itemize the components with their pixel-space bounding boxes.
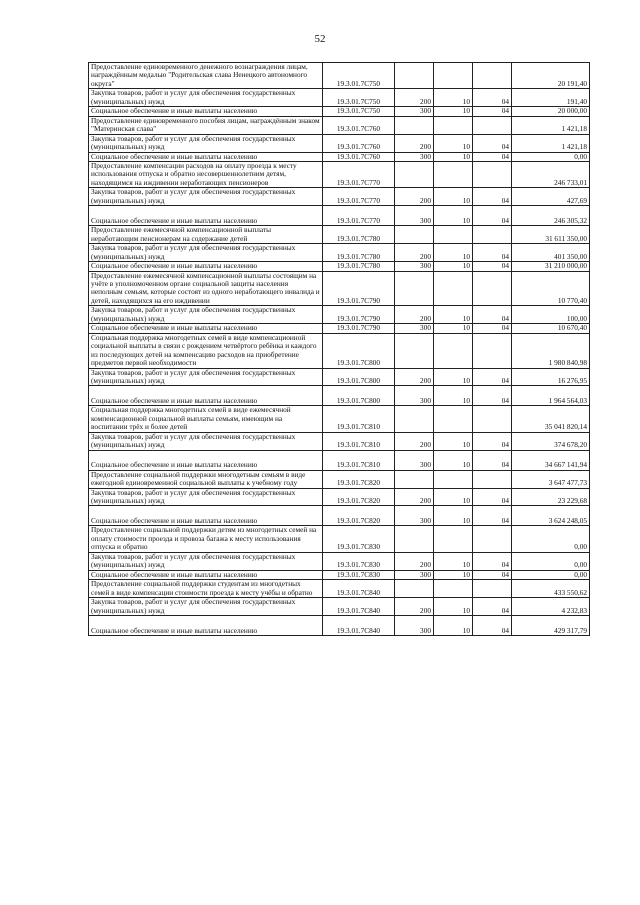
section-cell [434, 333, 473, 368]
amount-cell: 427,69 [512, 188, 590, 206]
target-article-cell: 19.3.01.7С760 [323, 116, 395, 134]
item-name-cell: Предоставление социальной поддержки студентам из многодетных семей в виде компенсации стоимости проезда к месту учёбы и обратно [89, 580, 323, 598]
table-row [89, 271, 590, 306]
subsection-cell [473, 406, 512, 432]
page-number: 52 [314, 33, 326, 45]
section-cell [434, 526, 473, 552]
subsection-cell: 04 [473, 368, 512, 386]
expense-type-cell: 300 [395, 616, 434, 636]
item-name-cell: Социальное обеспечение и иные выплаты населению [89, 107, 323, 116]
amount-cell: 31 611 350,00 [512, 226, 590, 244]
item-name-cell: Социальное обеспечение и иные выплаты населению [89, 324, 323, 333]
section-cell: 10 [434, 306, 473, 324]
section-cell: 10 [434, 598, 473, 616]
table-row [89, 262, 590, 271]
section-cell [434, 161, 473, 187]
table-row [89, 552, 590, 570]
item-name-cell: Социальное обеспечение и иные выплаты населению [89, 206, 323, 226]
section-cell: 10 [434, 450, 473, 470]
expense-type-cell [395, 580, 434, 598]
expense-type-cell: 200 [395, 134, 434, 152]
item-name-cell: Закупка товаров, работ и услуг для обеспечения государственных (муниципальных) нужд [89, 368, 323, 386]
target-article-cell: 19.3.01.7С830 [323, 570, 395, 579]
subsection-cell: 04 [473, 107, 512, 116]
target-article-cell: 19.3.01.7С780 [323, 244, 395, 262]
section-cell: 10 [434, 432, 473, 450]
amount-cell: 31 210 000,00 [512, 262, 590, 271]
table-row [89, 333, 590, 368]
item-name-cell: Закупка товаров, работ и услуг для обеспечения государственных (муниципальных) нужд [89, 89, 323, 107]
item-name-cell: Закупка товаров, работ и услуг для обеспечения государственных (муниципальных) нужд [89, 244, 323, 262]
expense-type-cell: 300 [395, 506, 434, 526]
target-article-cell: 19.3.01.7С820 [323, 488, 395, 506]
expense-type-cell: 200 [395, 552, 434, 570]
subsection-cell: 04 [473, 598, 512, 616]
subsection-cell [473, 580, 512, 598]
amount-cell: 401 350,00 [512, 244, 590, 262]
item-name-cell: Закупка товаров, работ и услуг для обеспечения государственных (муниципальных) нужд [89, 488, 323, 506]
target-article-cell: 19.3.01.7С770 [323, 188, 395, 206]
table-row [89, 432, 590, 450]
amount-cell: 4 232,83 [512, 598, 590, 616]
item-name-cell: Социальное обеспечение и иные выплаты населению [89, 616, 323, 636]
table-row [89, 570, 590, 579]
target-article-cell: 19.3.01.7С770 [323, 161, 395, 187]
target-article-cell: 19.3.01.7С790 [323, 324, 395, 333]
subsection-cell: 04 [473, 506, 512, 526]
table-row [89, 188, 590, 206]
section-cell: 10 [434, 616, 473, 636]
amount-cell: 1 964 564,03 [512, 386, 590, 406]
section-cell [434, 63, 473, 89]
subsection-cell [473, 226, 512, 244]
table-row [89, 526, 590, 552]
section-cell: 10 [434, 262, 473, 271]
expense-type-cell: 200 [395, 188, 434, 206]
item-name-cell: Предоставление компенсации расходов на оплату проезда к месту использования отпуска и обратно несовершеннолетним детям, находящимся на иждивении неработающих пенсионеров [89, 161, 323, 187]
subsection-cell: 04 [473, 432, 512, 450]
subsection-cell [473, 116, 512, 134]
subsection-cell: 04 [473, 134, 512, 152]
target-article-cell: 19.3.01.7С780 [323, 226, 395, 244]
table-row [89, 134, 590, 152]
amount-cell: 374 678,20 [512, 432, 590, 450]
expense-type-cell: 200 [395, 432, 434, 450]
subsection-cell [473, 161, 512, 187]
subsection-cell: 04 [473, 552, 512, 570]
amount-cell: 0,00 [512, 152, 590, 161]
amount-cell: 23 229,68 [512, 488, 590, 506]
item-name-cell: Закупка товаров, работ и услуг для обеспечения государственных (муниципальных) нужд [89, 188, 323, 206]
target-article-cell: 19.3.01.7С820 [323, 470, 395, 488]
amount-cell: 16 276,95 [512, 368, 590, 386]
section-cell [434, 470, 473, 488]
amount-cell: 10 670,40 [512, 324, 590, 333]
section-cell: 10 [434, 107, 473, 116]
subsection-cell: 04 [473, 244, 512, 262]
item-name-cell: Закупка товаров, работ и услуг для обеспечения государственных (муниципальных) нужд [89, 134, 323, 152]
table-row [89, 616, 590, 636]
section-cell: 10 [434, 152, 473, 161]
expense-type-cell [395, 333, 434, 368]
target-article-cell: 19.3.01.7С840 [323, 616, 395, 636]
subsection-cell: 04 [473, 570, 512, 579]
amount-cell: 100,00 [512, 306, 590, 324]
subsection-cell: 04 [473, 89, 512, 107]
table-row [89, 306, 590, 324]
expense-type-cell [395, 470, 434, 488]
table-row [89, 206, 590, 226]
target-article-cell: 19.3.01.7С800 [323, 368, 395, 386]
amount-cell: 10 770,40 [512, 271, 590, 306]
expense-type-cell [395, 526, 434, 552]
amount-cell: 429 317,79 [512, 616, 590, 636]
section-cell: 10 [434, 570, 473, 579]
item-name-cell: Социальное обеспечение и иные выплаты населению [89, 450, 323, 470]
item-name-cell: Предоставление единовременного пособия лицам, награждённым знаком "Материнская слава" [89, 116, 323, 134]
target-article-cell: 19.3.01.7С750 [323, 107, 395, 116]
table-row [89, 63, 590, 89]
table-row [89, 406, 590, 432]
table-row [89, 470, 590, 488]
table-row [89, 107, 590, 116]
amount-cell: 0,00 [512, 552, 590, 570]
section-cell: 10 [434, 324, 473, 333]
section-cell: 10 [434, 134, 473, 152]
section-cell: 10 [434, 506, 473, 526]
item-name-cell: Социальное обеспечение и иные выплаты населению [89, 506, 323, 526]
amount-cell: 191,40 [512, 89, 590, 107]
subsection-cell [473, 470, 512, 488]
item-name-cell: Закупка товаров, работ и услуг для обеспечения государственных (муниципальных) нужд [89, 552, 323, 570]
item-name-cell: Предоставление ежемесячной компенсационной выплаты неработающим пенсионерам на содержание детей [89, 226, 323, 244]
table-row [89, 116, 590, 134]
subsection-cell: 04 [473, 324, 512, 333]
table-row [89, 152, 590, 161]
subsection-cell [473, 333, 512, 368]
expense-type-cell: 200 [395, 598, 434, 616]
expense-type-cell [395, 406, 434, 432]
target-article-cell: 19.3.01.7С750 [323, 63, 395, 89]
expense-type-cell: 300 [395, 262, 434, 271]
table-row [89, 89, 590, 107]
subsection-cell [473, 526, 512, 552]
subsection-cell: 04 [473, 386, 512, 406]
target-article-cell: 19.3.01.7С820 [323, 506, 395, 526]
table-row [89, 598, 590, 616]
section-cell: 10 [434, 188, 473, 206]
section-cell [434, 406, 473, 432]
amount-cell: 34 667 141,94 [512, 450, 590, 470]
expense-type-cell: 200 [395, 368, 434, 386]
expense-type-cell: 300 [395, 152, 434, 161]
amount-cell: 1 421,18 [512, 116, 590, 134]
table-row [89, 324, 590, 333]
section-cell: 10 [434, 552, 473, 570]
expense-type-cell: 300 [395, 324, 434, 333]
target-article-cell: 19.3.01.7С810 [323, 432, 395, 450]
item-name-cell: Закупка товаров, работ и услуг для обеспечения государственных (муниципальных) нужд [89, 598, 323, 616]
target-article-cell: 19.3.01.7С780 [323, 262, 395, 271]
expense-type-cell [395, 116, 434, 134]
item-name-cell: Закупка товаров, работ и услуг для обеспечения государственных (муниципальных) нужд [89, 306, 323, 324]
subsection-cell: 04 [473, 616, 512, 636]
table-row [89, 368, 590, 386]
expense-type-cell: 300 [395, 450, 434, 470]
expense-type-cell: 300 [395, 206, 434, 226]
section-cell: 10 [434, 206, 473, 226]
section-cell: 10 [434, 386, 473, 406]
section-cell [434, 580, 473, 598]
table-row [89, 226, 590, 244]
amount-cell: 246 733,01 [512, 161, 590, 187]
target-article-cell: 19.3.01.7С790 [323, 271, 395, 306]
target-article-cell: 19.3.01.7С750 [323, 89, 395, 107]
section-cell: 10 [434, 244, 473, 262]
table-row [89, 580, 590, 598]
subsection-cell: 04 [473, 450, 512, 470]
expense-type-cell [395, 63, 434, 89]
section-cell [434, 116, 473, 134]
target-article-cell: 19.3.01.7С840 [323, 598, 395, 616]
expense-type-cell [395, 226, 434, 244]
expense-type-cell: 300 [395, 386, 434, 406]
expense-type-cell: 200 [395, 488, 434, 506]
table-row [89, 386, 590, 406]
item-name-cell: Социальная поддержка многодетных семей в виде ежемесячной компенсационной социальной выплаты семьям, имеющим на воспитании трёх и более детей [89, 406, 323, 432]
expense-type-cell: 200 [395, 306, 434, 324]
item-name-cell: Социальное обеспечение и иные выплаты населению [89, 386, 323, 406]
section-cell: 10 [434, 488, 473, 506]
table-row [89, 244, 590, 262]
target-article-cell: 19.3.01.7С760 [323, 152, 395, 161]
table-row [89, 450, 590, 470]
target-article-cell: 19.3.01.7С760 [323, 134, 395, 152]
expense-type-cell: 200 [395, 244, 434, 262]
amount-cell: 0,00 [512, 570, 590, 579]
amount-cell: 3 624 248,05 [512, 506, 590, 526]
amount-cell: 35 041 820,14 [512, 406, 590, 432]
target-article-cell: 19.3.01.7С840 [323, 580, 395, 598]
subsection-cell: 04 [473, 152, 512, 161]
target-article-cell: 19.3.01.7С800 [323, 386, 395, 406]
target-article-cell: 19.3.01.7С800 [323, 333, 395, 368]
target-article-cell: 19.3.01.7С830 [323, 552, 395, 570]
expense-type-cell [395, 161, 434, 187]
expense-type-cell: 300 [395, 570, 434, 579]
table-row [89, 506, 590, 526]
amount-cell: 246 305,32 [512, 206, 590, 226]
subsection-cell [473, 63, 512, 89]
subsection-cell [473, 271, 512, 306]
amount-cell: 433 550,62 [512, 580, 590, 598]
amount-cell: 1 421,18 [512, 134, 590, 152]
target-article-cell: 19.3.01.7С770 [323, 206, 395, 226]
section-cell: 10 [434, 368, 473, 386]
amount-cell: 0,00 [512, 526, 590, 552]
subsection-cell: 04 [473, 306, 512, 324]
section-cell: 10 [434, 89, 473, 107]
subsection-cell: 04 [473, 488, 512, 506]
item-name-cell: Предоставление социальной поддержки многодетным семьям в виде ежегодной единовременной социальной выплаты к учебному году [89, 470, 323, 488]
item-name-cell: Социальное обеспечение и иные выплаты населению [89, 152, 323, 161]
item-name-cell: Социальное обеспечение и иные выплаты населению [89, 570, 323, 579]
item-name-cell: Социальное обеспечение и иные выплаты населению [89, 262, 323, 271]
budget-table-body [89, 63, 590, 636]
amount-cell: 20 191,40 [512, 63, 590, 89]
amount-cell: 1 980 840,98 [512, 333, 590, 368]
target-article-cell: 19.3.01.7С810 [323, 450, 395, 470]
item-name-cell: Предоставление ежемесячной компенсационной выплаты состоящим на учёте в уполномоченном органе социальной защиты населения неполным семьям, которые состоят из одного неработающего инвалида и детей, находящихся на его иждивении [89, 271, 323, 306]
target-article-cell: 19.3.01.7С830 [323, 526, 395, 552]
subsection-cell: 04 [473, 206, 512, 226]
budget-table [88, 62, 590, 636]
amount-cell: 20 000,00 [512, 107, 590, 116]
expense-type-cell: 200 [395, 89, 434, 107]
item-name-cell: Закупка товаров, работ и услуг для обеспечения государственных (муниципальных) нужд [89, 432, 323, 450]
item-name-cell: Социальная поддержка многодетных семей в виде компенсационной социальной выплаты в связи с рождением четвёртого ребёнка и каждого из последующих детей на компенсацию расходов на приобретение предметов первой необходимости [89, 333, 323, 368]
section-cell [434, 226, 473, 244]
expense-type-cell: 300 [395, 107, 434, 116]
subsection-cell: 04 [473, 188, 512, 206]
section-cell [434, 271, 473, 306]
target-article-cell: 19.3.01.7С810 [323, 406, 395, 432]
target-article-cell: 19.3.01.7С790 [323, 306, 395, 324]
amount-cell: 3 647 477,73 [512, 470, 590, 488]
subsection-cell: 04 [473, 262, 512, 271]
item-name-cell: Предоставление единовременного денежного вознаграждения лицам, награждённым медалью "Родительская слава Ненецкого автономного округа" [89, 63, 323, 89]
table-row [89, 488, 590, 506]
table-row [89, 161, 590, 187]
expense-type-cell [395, 271, 434, 306]
item-name-cell: Предоставление социальной поддержки детям из многодетных семей на оплату стоимости проезда и провоза багажа к месту использования отпуска и обратно [89, 526, 323, 552]
